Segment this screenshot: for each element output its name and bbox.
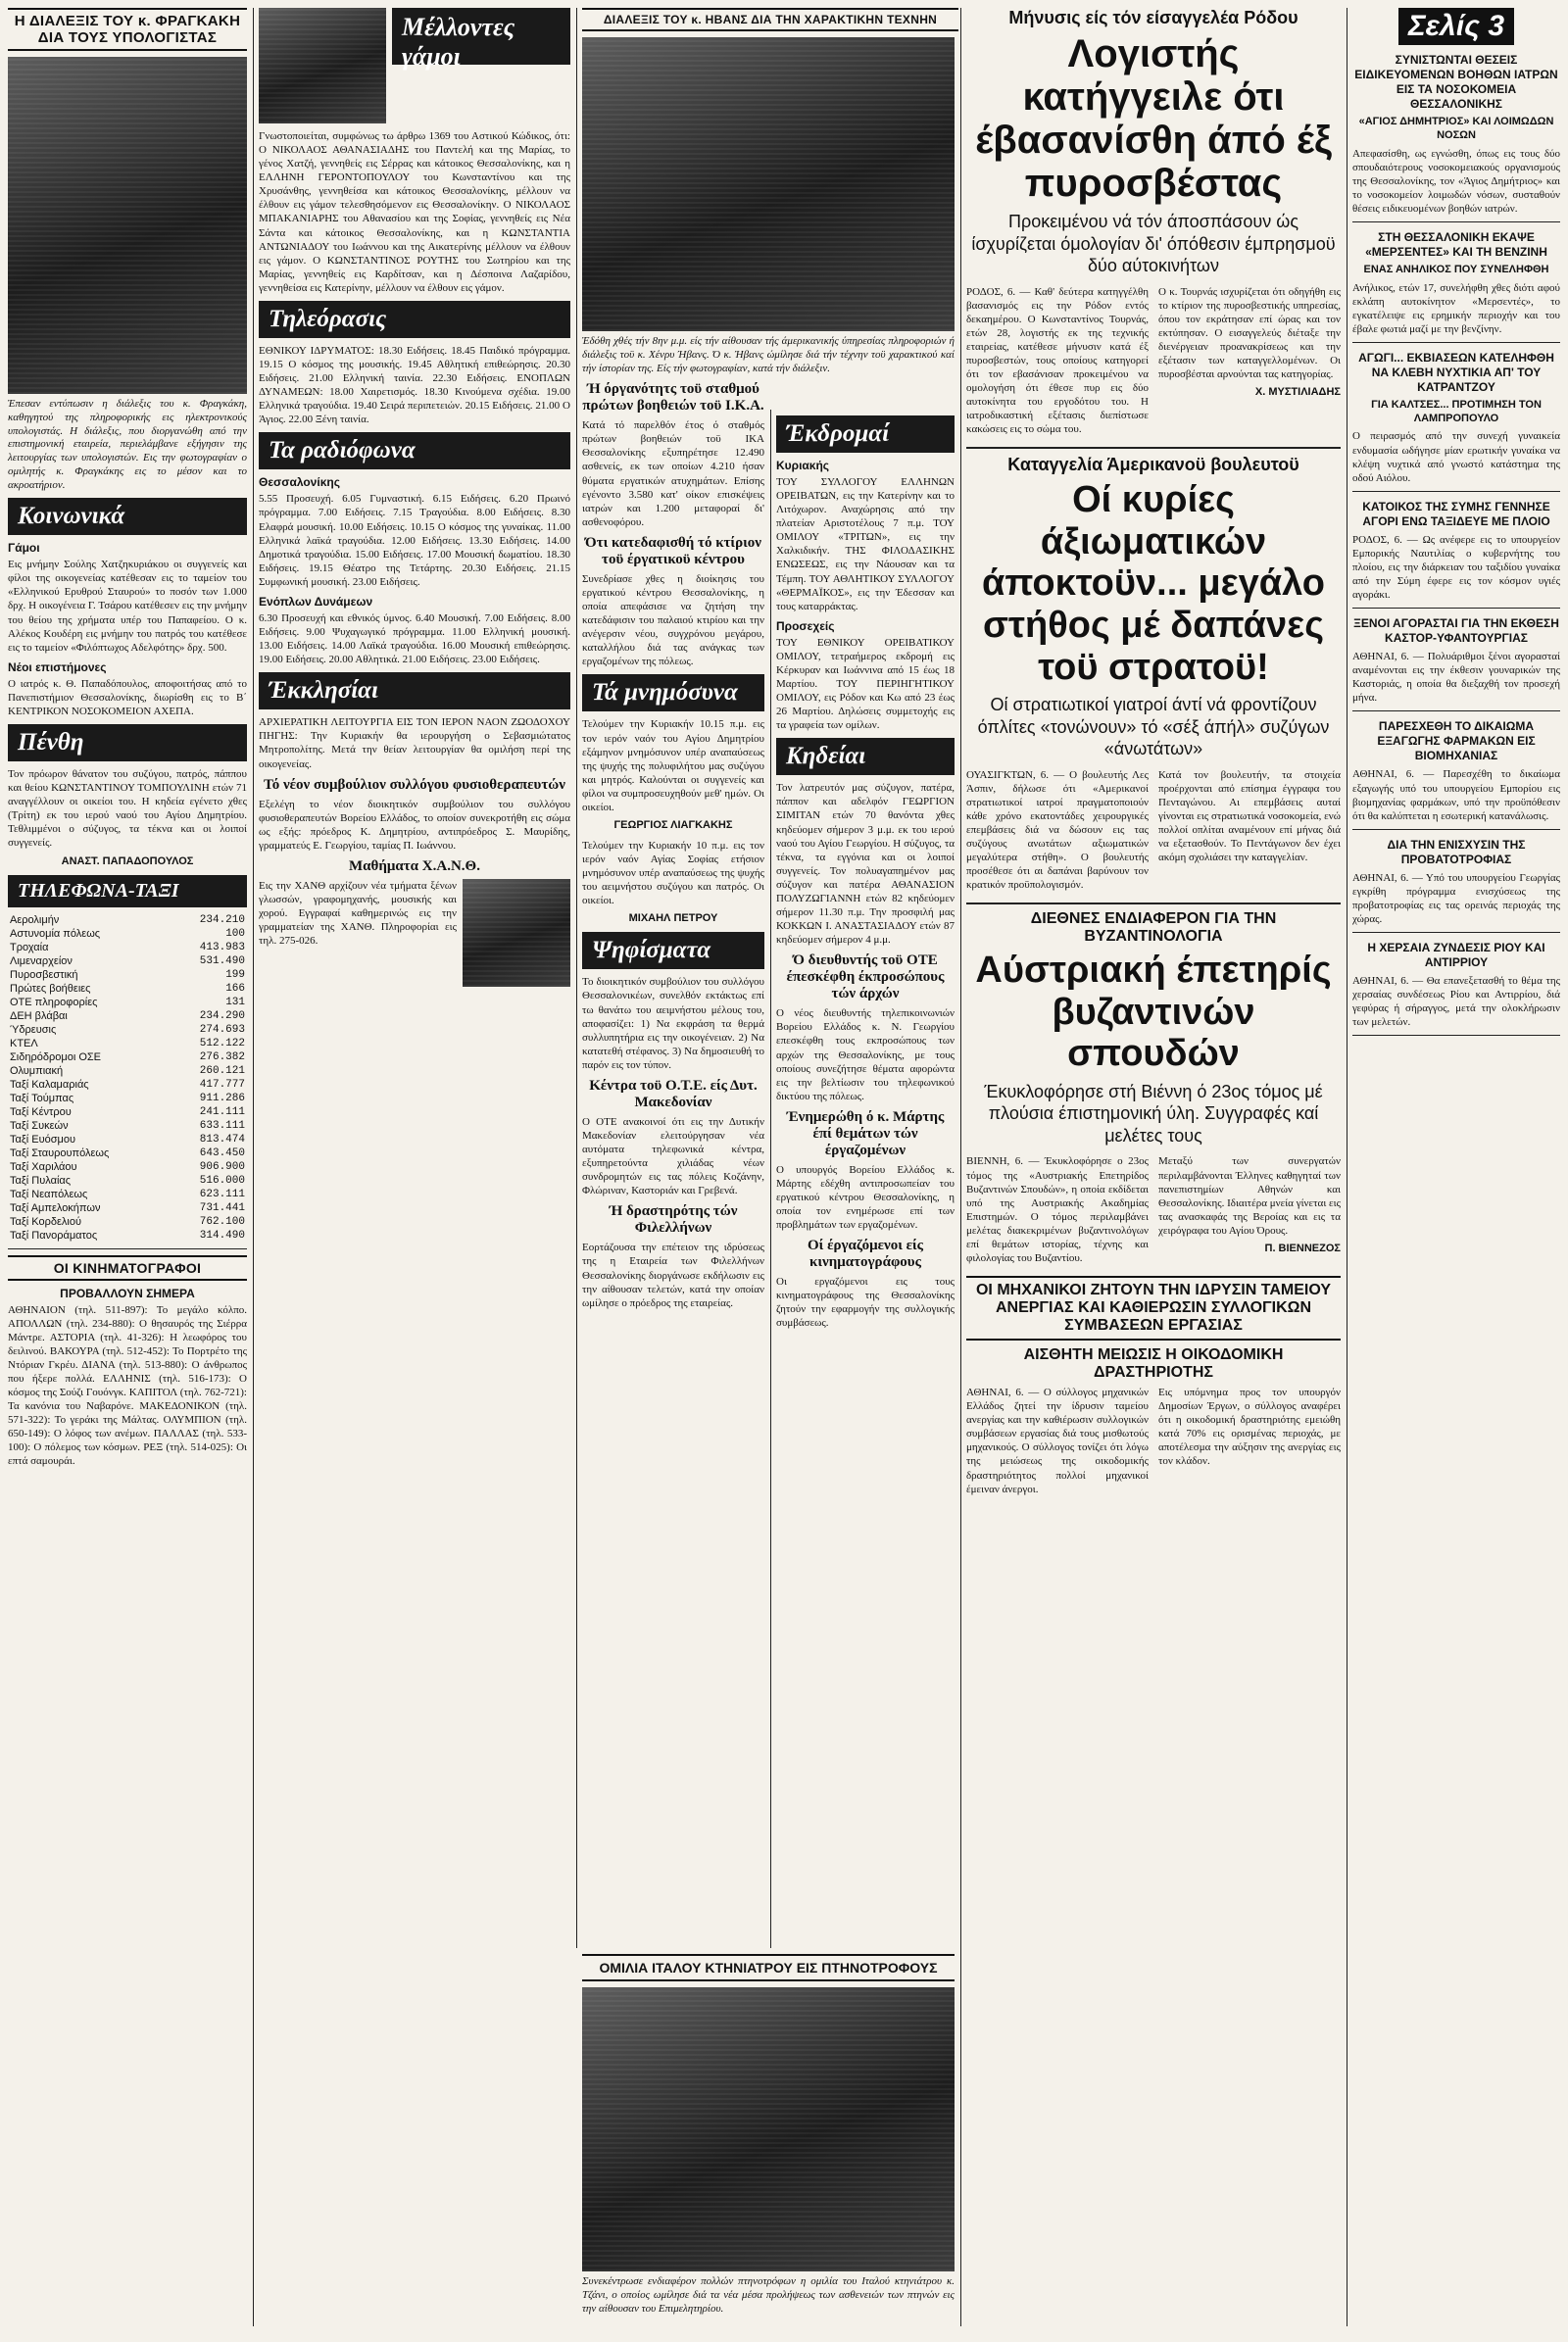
phone-row bbox=[8, 982, 247, 996]
phones-table bbox=[8, 913, 247, 1243]
sidebar-news-item bbox=[1352, 53, 1560, 222]
lecture-photo bbox=[8, 57, 247, 394]
funerals-section-banner: Κηδείαι bbox=[776, 738, 955, 775]
engineers-body-b: Εις υπόμνημα προς τον υπουργόν Δημοσίων Έργων, ο σύλλογος αναφέρει ότι η οικοδομική δραστηριότης εμειώθη κατά 70% εις ορισμένας περιοχάς, με αποτέλεσμα την αύξησιν της ανεργίας εις τον κλάδον. bbox=[1158, 1387, 1341, 1468]
evans-caption: Έδόθη χθές τήν 8ην μ.μ. είς τήν αίθουσαν τής άμερικανικής ύπηρεσίας πληροφοριών ή διάλεξις τοϋ κ. Χένρυ Ήβανς. Ό κ. Ήβανς ώμίλησε διά τήν τέχνην τοϋ χαρακτικού καί τήν ίστορίαν της. Είς τήν φωτογραφίαν, κατά τήν διάλεξιν. bbox=[582, 335, 955, 374]
phone-row bbox=[8, 954, 247, 968]
future-trips-text: ΤΟΥ ΕΘΝΙΚΟΥ ΟΡΕΙΒΑΤΙΚΟΥ ΟΜΙΛΟΥ, τετραήμερος εκδρομή εις Κέρκυραν και Ιωάννινα από 15 έως 18 Μαρτίου. ΤΟΥ ΠΕΡΙΗΓΗΤΙΚΟΥ ΟΜΙΛΟΥ, εις Ρόδον και Κω από 23 έως 26 Μαρτίου. Δηλώσεις συμμετοχής εις τα γραφεία των ομίλων. bbox=[776, 636, 955, 732]
ika-text: Κατά τό παρελθόν έτος ό σταθμός πρώτων βοηθειών τοϋ ΙΚΑ Θεσσαλονίκης εξυπηρέτησε 12.490 ασθενείς, εκ των οποίων 4.210 ήσαν θύματα εργατικών ατυχημάτων. Επίσης εγένοντο 3.580 κατ' οίκον επισκέψεις ιατρών και 1.200 μεταφοραί δι' ασθενοφόρου. bbox=[582, 419, 764, 528]
phone-name: Ταξί Καλαμαριάς bbox=[10, 1078, 89, 1091]
vet-lecture-block bbox=[582, 1954, 955, 2326]
second-deck: Οί στρατιωτικοί γιατροί άντί νά φροντίζουν όπλίτες «τονώνουν» τό «σέξ άπήλ» συζύγων «άνωτάτων» bbox=[977, 695, 1330, 759]
third-byline: Π. ΒΙΕΝΝΕΖΟΣ bbox=[1264, 1242, 1341, 1254]
vet-lecture-caption: Συνεκέντρωσε ενδιαφέρον πολλών πτηνοτρόφων η ομιλία του Ιταλού κτηνιάτρου κ. Τζάνι, ο οποίος ωμίλησε διά τα νέα μέσα προλήψεως των ασθενειών των πτηνών εις την αίθουσαν του Επιμελητηρίου. bbox=[582, 2275, 955, 2315]
phone-row bbox=[8, 1050, 247, 1064]
phone-number: 241.111 bbox=[199, 1105, 245, 1118]
phone-number: 234.210 bbox=[199, 913, 245, 926]
phone-row bbox=[8, 1188, 247, 1201]
mourning-signature: ΑΝΑΣΤ. ΠΑΠΑΔΟΠΟΥΛΟΣ bbox=[61, 854, 194, 867]
memorials-section-banner: Τά μνημόσυνα bbox=[582, 674, 764, 711]
phone-name: Ταξί Κέντρου bbox=[10, 1105, 72, 1118]
phone-row bbox=[8, 968, 247, 982]
sidebar-news-headline: ΣΥΝΙΣΤΩΝΤΑΙ ΘΕΣΕΙΣ ΕΙΔΙΚΕΥΟΜΕΝΩΝ ΒΟΗΘΩΝ ΙΑΤΡΩΝ ΕΙΣ ΤΑ ΝΟΣΟΚΟΜΕΙΑ ΘΕΣΣΑΛΟΝΙΚΗΣ bbox=[1354, 53, 1558, 111]
cinemas-text: ΑΘΗΝΑΙΟΝ (τηλ. 511-897): Το μεγάλο κόλπο. ΑΠΟΛΛΩΝ (τηλ. 234-880): Ο θησαυρός της Σιέρρα Μάντρε. ΑΣΤΟΡΙΑ (τηλ. 41-326): Η λεωφόρος του δειλινού. ΒΑΚΟΥΡΑ (τηλ. 512-452): Το Πορτρέτο της Ντόριαν Γκρέυ. ΔΙΑΝΑ (τηλ. 513-880): Ο άνθρωπος που ήξερε πολλά. ΕΛΛΗΝΙΣ (τηλ. 516-173): Ο κόσμος της Σούζι Γουόνγκ. ΚΑΠΙΤΟΛ (τηλ. 762-721): Τα κανόνια του Ναβαρόνε. ΜΑΚΕΔΟΝΙΚΟΝ (τηλ. 571-322): Το γεράκι της Μάλτας. ΟΛΥΜΠΙΟΝ (τηλ. 650-149): Ο λόφος των ανέμων. ΠΑΛΛΑΣ (τηλ. 533-100): Ο πόλεμος των κόσμων. ΡΕΞ (τηλ. 514-025): Οι επτά σαμουράι. bbox=[8, 1303, 247, 1468]
martis-headline: Ένημερώθη ό κ. Μάρτης έπί θεμάτων τών έργαζομένων bbox=[786, 1108, 945, 1158]
sidebar-news-text: Ανήλικος, ετών 17, συνελήφθη χθες διότι αφού εκλάπη αυτοκίνητον «Μερσεντές», το εγκατέλειψε εις ερημικήν περιοχήν και του έβαλε φωτιά μαζί με την βενζίνην. bbox=[1352, 281, 1560, 335]
funerals-text: Τον λατρευτόν μας σύζυγον, πατέρα, πάππον και αδελφόν ΓΕΩΡΓΙΟΝ ΣΙΜΙΤΑΝ ετών 70 θανόντα χθες κηδεύομεν σήμερον 3 μ.μ. εκ του ιερού ναού του Αγίου Γεωργίου. Η σύζυγος, τα τέκνα, τα εγγόνια και οι λοιποί συγγενείς. Τον πολυαγαπημένον μας σύζυγον και πατέρα ΑΘΑΝΑΣΙΟΝ ΠΟΛΥΖΩΓΙΑΝΝΗ ετών 82 κηδεύομεν σήμερον 11.30 π.μ. Την προσφιλή μας ΚΟΚΚΩΝ Ι. ΑΝΑΣΤΑΣΙΑΔΟΥ ετών 87 κηδεύομεν σήμερον 4 μ.μ. bbox=[776, 782, 955, 947]
phone-name: Πυροσβεστική bbox=[10, 968, 78, 981]
sidebar-news-headline: ΚΑΤΟΙΚΟΣ ΤΗΣ ΣΥΜΗΣ ΓΕΝΝΗΣΕ ΑΓΟΡΙ ΕΝΩ ΤΑΞΙΔΕΥΕ ΜΕ ΠΛΟΙΟ bbox=[1362, 499, 1550, 528]
sidebar-news-text: Απεφασίσθη, ως εγνώσθη, όπως εις τους δύο σπουδαιότερους νοσοκομειακούς οργανισμούς της Θεσσαλονίκης, τον «Άγιος Δημήτριος» και το νοσοκομείον λοιμωδών νόσων, συσταθούν θέσεις ειδικευομένων βοηθών ιατρών. bbox=[1352, 147, 1560, 215]
phone-row bbox=[8, 1078, 247, 1092]
social-text: Εις μνήμην Σούλης Χατζηκυριάκου οι συγγενείς και φίλοι της οικογενείας κατέθεσαν εις το ταμείον του «Ελληνικού Ερυθρού Σταυρού» το ποσόν των 1.000 δρχ. Η οικογένεια Γ. Τσάρου κατέθεσεν εις την μνήμην του θείου της χρήματα υπέρ του Παπαφείου. Ο κ. Αλέκος Κουδέρη εις μνήμην του πατρός του κατέθεσε εις το ταμείον «Φιλόπτωχος Αδελφότης» δρχ. 500. bbox=[8, 559, 247, 654]
sidebar-news-item bbox=[1352, 719, 1560, 829]
phone-number: 623.111 bbox=[199, 1188, 245, 1200]
column-1 bbox=[8, 8, 247, 2326]
phone-row bbox=[8, 1119, 247, 1133]
sidebar-news-text: ΡΟΔΟΣ, 6. — Ως ανέφερε εις το υπουργείον Εμπορικής Ναυτιλίας ο κυβερνήτης του πλοίου, εις την διάρκειαν του ταξιδίου γυναίκα από την Σύμη έφερε εις τον κόσμον υγιές αγοράκι. bbox=[1352, 533, 1560, 602]
phone-row bbox=[8, 1229, 247, 1243]
radio-subhead: Θεσσαλονίκης bbox=[259, 475, 340, 490]
future-trips-subhead: Προσεχείς bbox=[776, 618, 835, 633]
ote-director-text: Ο νέος διευθυντής τηλεπικοινωνιών Βορείου Ελλάδος κ. Ν. Γεωργίου επεσκέφθη τους εκπροσώπους των αρχών της Θεσσαλονίκης, με τους οποίους συνεζήτησε θέματα αφορώντα εις την βελτίωσιν του τηλεφωνικού δικτύου της πόλεως. bbox=[776, 1007, 955, 1102]
column-5 bbox=[966, 8, 1341, 2326]
sidebar-news-text: ΑΘΗΝΑΙ, 6. — Παρεσχέθη το δικαίωμα εξαγωγής υπό του υπουργείου Εμπορίου εις βιομηχανίας φαρμάκων, υπό την προϋπόθεσιν ότι θα καλύπτεται η εσωτερική κατανάλωσις. bbox=[1352, 768, 1560, 822]
lead-byline: Χ. ΜΥΣΤΙΛΙΑΔΗΣ bbox=[1254, 386, 1341, 399]
vet-lecture-photo bbox=[582, 1987, 955, 2271]
tv-section-banner: Τηλεόρασις bbox=[259, 301, 570, 338]
trips-subhead: Κυριακής bbox=[776, 459, 830, 472]
ote-centres-headline: Κέντρα τοϋ Ο.Τ.Ε. είς Δυτ. Μακεδονίαν bbox=[589, 1077, 758, 1110]
resolutions-text: Το διοικητικόν συμβούλιον του συλλόγου Θεσσαλονικέων, συνελθόν εκτάκτως επί τω θανάτω του αειμνήστου μέλους του, αποφασίζει: 1) Να εκφράση τα θερμά συλλυπητήρια εις την οικογένειαν. 2) Να κατατεθή στέφανος. 3) Να δημοσιευθή το παρόν εις τον τύπον. bbox=[582, 976, 764, 1071]
second-body-b: Κατά τον βουλευτήν, τα στοιχεία προέρχονται από επίσημα έγγραφα του Πενταγώνου. Αι επεμβάσεις αυταί γίνονται εις στρατιωτικά νοσοκομεία, ενώ πολλοί οπλίται αναμένουν επί μήνας διά να εξετασθούν. Το Πεντάγωνον δεν έχει ακόμη σχολιάσει την καταγγελίαν. bbox=[1158, 768, 1341, 864]
third-kicker: ΔΙΕΘΝΕΣ ΕΝΔΙΑΦΕΡΟΝ ΓΙΑ ΤΗΝ ΒΥΖΑΝΤΙΝΟΛΟΓΙΑ bbox=[1030, 910, 1277, 946]
phone-number: 166 bbox=[225, 982, 245, 995]
lead-body-b: Ο κ. Τουρνάς ισχυρίζεται ότι οδηγήθη εις το κτίριον της πυροσβεστικής υπηρεσίας, όπου τον εκράτησαν επί ώρας και τον εκτύπησαν. Ο εισαγγελεύς διέταξε την διενέργειαν προανακρίσεως και την εξέτασιν των καταγγελλομένων. Οι πυροσβέσται αρνούνται τας κατηγορίας. bbox=[1158, 285, 1341, 380]
cinema-workers-text: Οι εργαζόμενοι εις τους κινηματογράφους της Θεσσαλονίκης ζητούν την εφαρμογήν της συλλογικής συμβάσεως. bbox=[776, 1276, 955, 1330]
sidebar-news-list bbox=[1352, 53, 1560, 1036]
sidebar-news-headline: ΔΙΑ ΤΗΝ ΕΝΙΣΧΥΣΙΝ ΤΗΣ ΠΡΟΒΑΤΟΤΡΟΦΙΑΣ bbox=[1387, 837, 1526, 866]
sidebar-news-headline: ΑΓΩΓΙ... ΕΚΒΙΑΣΕΩΝ ΚΑΤΕΛΗΦΘΗ ΝΑ ΚΛΕΒΗ ΝΥΧΤΙΚΙΑ ΑΠ' ΤΟΥ ΚΑΤΡΑΝΤΖΟΥ bbox=[1358, 350, 1554, 394]
phone-number: 260.121 bbox=[199, 1064, 245, 1077]
phone-row bbox=[8, 1174, 247, 1188]
phone-name: Ταξί Κορδελιού bbox=[10, 1215, 81, 1228]
second-body-a: ΟΥΑΣΙΓΚΤΩΝ, 6. — Ο βουλευτής Λες Άσπιν, δήλωσε ότι «Αμερικανοί στρατιωτικοί ιατροί πραγματοποιούν κάθε χρόνο εκατοντάδες χειρουργικές επεμβάσεις διά να δώσουν εις τας συζύγους ανωτάτων αξιωματικών μεγαλύτερα στήθη». Ο βουλευτής προσέθεσε ότι αι δαπάναι βαρύνουν τον κρατικόν προϋπολογισμόν. bbox=[966, 768, 1149, 892]
phone-row bbox=[8, 1215, 247, 1229]
phone-number: 274.693 bbox=[199, 1023, 245, 1036]
sidebar-news-text: ΑΘΗΝΑΙ, 6. — Θα επανεξετασθή το θέμα της χερσαίας συνδέσεως Ρίου και Αντιρρίου, διά γεφύρας ή σήραγγος, μετά την ολοκλήρωσιν των μελετών. bbox=[1352, 975, 1560, 1029]
memorials-signature-2: ΜΙΧΑΗΛ ΠΕΤΡΟΥ bbox=[628, 912, 718, 925]
social-subhead: Γάμοι bbox=[8, 541, 40, 556]
martis-text: Ο υπουργός Βορείου Ελλάδος κ. Μάρτης εδέχθη αντιπροσωπείαν του εργατικού κέντρου Θεσσαλονίκης, η οποία τον ενημέρωσε επί των προβλημάτων των εργαζομένων. bbox=[776, 1163, 955, 1232]
second-headline: Οί κυρίες άξιωματικών άποκτοϋν... μεγάλο στήθος μέ δαπάνες τοϋ στρατοϋ! bbox=[981, 479, 1326, 688]
sidebar-news-headline: ΣΤΗ ΘΕΣΣΑΛΟΝΙΚΗ ΕΚΑΨΕ «ΜΕΡΣΕΝΤΕΣ» ΚΑΙ ΤΗ ΒΕΝΖΙΝΗ bbox=[1365, 229, 1547, 259]
phone-number: 516.000 bbox=[199, 1174, 245, 1187]
phone-row bbox=[8, 1064, 247, 1078]
weddings-section-banner: Μέλλοντες γάμοι bbox=[392, 8, 570, 65]
engineers-headline: ΟΙ ΜΗΧΑΝΙΚΟΙ ΖΗΤΟΥΝ ΤΗΝ ΙΔΡΥΣΙΝ ΤΑΜΕΙΟΥ ΑΝΕΡΓΙΑΣ ΚΑΙ ΚΑΘΙΕΡΩΣΙΝ ΣΥΛΛΟΓΙΚΩΝ ΣΥΜΒΑΣΕΩΝ ΕΡΓΑΣΙΑΣ bbox=[966, 1276, 1341, 1341]
phone-name: Αερολιμήν bbox=[10, 913, 60, 926]
trips-text: ΤΟΥ ΣΥΛΛΟΓΟΥ ΕΛΛΗΝΩΝ ΟΡΕΙΒΑΤΩΝ, εις την Κατερίνην και το Λιτόχωρον. Αναχώρησις από την πλατείαν Αριστοτέλους 7 π.μ. ΤΟΥ ΟΜΙΛΟΥ «ΤΡΙΤΩΝ», εις την Χαλκιδικήν. ΤΗΣ ΦΙΛΟΔΑΣΙΚΗΣ ΕΝΩΣΕΩΣ, εις την Νάουσαν και τα Τέμπη. ΤΟΥ ΑΘΛΗΤΙΚΟΥ ΣΥΛΛΟΓΟΥ «ΘΕΡΜΑΪΚΟΣ», εις την Έδεσσαν και τους καταρράκτας. bbox=[776, 476, 955, 612]
phone-name: Αστυνομία πόλεως bbox=[10, 927, 101, 940]
phone-number: 633.111 bbox=[199, 1119, 245, 1132]
lecture-strip-headline: Η ΔΙΑΛΕΞΙΣ ΤΟΥ κ. ΦΡΑΓΚΑΚΗ ΔΙΑ ΤΟΥΣ ΥΠΟΛΟΓΙΣΤΑΣ bbox=[8, 8, 247, 51]
sidebar-news-item bbox=[1352, 616, 1560, 711]
sidebar-news-item bbox=[1352, 351, 1560, 492]
evans-strip-headline: ΔΙΑΛΕΞΙΣ ΤΟΥ κ. ΗΒΑΝΣ ΔΙΑ ΤΗΝ ΧΑΡΑΚΤΙΚΗΝ ΤΕΧΝΗΝ bbox=[582, 8, 958, 31]
phones-section-banner: ΤΗΛΕΦΩΝΑ-ΤΑΞΙ bbox=[8, 875, 247, 907]
phone-row bbox=[8, 927, 247, 941]
column-4 bbox=[776, 410, 955, 1948]
phone-number: 512.122 bbox=[199, 1037, 245, 1049]
sidebar-news-item bbox=[1352, 230, 1560, 343]
column-2 bbox=[259, 8, 570, 2326]
page-number-logo: Σελίς 3 bbox=[1398, 8, 1514, 45]
phone-number: 199 bbox=[225, 968, 245, 981]
phone-number: 417.777 bbox=[199, 1078, 245, 1091]
sidebar-news-item bbox=[1352, 941, 1560, 1036]
church-text: ΑΡΧΙΕΡΑΤΙΚΗ ΛΕΙΤΟΥΡΓΙΑ ΕΙΣ ΤΟΝ ΙΕΡΟΝ ΝΑΟΝ ΖΩΟΔΟΧΟΥ ΠΗΓΗΣ: Την Κυριακήν θα ιερουργήση ο Σεβασμιώτατος Μητροπολίτης. Μετά την θείαν λειτουργίαν θα ομιλήση περί της οικογενείας. bbox=[259, 716, 570, 770]
radio-section-banner: Τα ραδιόφωνα bbox=[259, 432, 570, 469]
phone-name: Ολυμπιακή bbox=[10, 1064, 64, 1077]
cinemas-subhead: ΠΡΟΒΑΛΛΟΥΝ ΣΗΜΕΡΑ bbox=[60, 1286, 195, 1300]
phone-number: 643.450 bbox=[199, 1147, 245, 1159]
sidebar-news-item bbox=[1352, 838, 1560, 933]
mourning-section-banner: Πένθη bbox=[8, 724, 247, 761]
sidebar-news-text: ΑΘΗΝΑΙ, 6. — Υπό του υπουργείου Γεωργίας εγκρίθη πρόγραμμα ενισχύσεως της προβατοτροφίας εις τας ορεινάς περιοχάς της χώρας. bbox=[1352, 871, 1560, 926]
sidebar-news-subhead: ΓΙΑ ΚΑΛΤΣΕΣ... ΠΡΟΤΙΜΗΣΗ ΤΟΝ ΛΑΜΠΡΟΠΟΥΛΟ bbox=[1371, 398, 1542, 424]
vet-lecture-headline: ΟΜΙΛΙΑ ΙΤΑΛΟΥ ΚΤΗΝΙΑΤΡΟΥ ΕΙΣ ΠΤΗΝΟΤΡΟΦΟΥΣ bbox=[582, 1954, 955, 1981]
third-body-b: Μεταξύ των συνεργατών περιλαμβάνονται Έλληνες καθηγηταί των πανεπιστημίων Αθηνών και Θεσσαλονίκης. Ιδιαιτέρα μνεία γίνεται εις τας ανασκαφάς της Βεροίας και εις τα χειρόγραφα του Αγίου Όρους. bbox=[1158, 1155, 1341, 1237]
labour-centre-headline: Ότι κατεδαφισθή τό κτίριον τοϋ έργατικοϋ κέντρου bbox=[585, 534, 761, 567]
phone-number: 762.100 bbox=[199, 1215, 245, 1228]
phone-name: Ταξί Συκεών bbox=[10, 1119, 69, 1132]
phone-row bbox=[8, 1147, 247, 1160]
engineers-body-a: ΑΘΗΝΑΙ, 6. — Ο σύλλογος μηχανικών Ελλάδος ζητεί την ίδρυσιν ταμείου ανεργίας και την καθιέρωσιν συλλογικών συμβάσεων εργασίας διά τους μισθωτούς μηχανικούς. Ο σύλλογος τονίζει ότι λόγω της μειώσεως της οικοδομικής δραστηριότητος πολλοί μηχανικοί έμειναν άνεργοι. bbox=[966, 1387, 1149, 1495]
labour-centre-text: Συνεδρίασε χθες η διοίκησις του εργατικού κέντρου Θεσσαλονίκης, η οποία απεφάσισε να ζητήση την κατεδάφισιν του παλαιού κτιρίου και την ανέγερσιν νέου, συγχρόνου μεγάρου, καταλλήλου διά τας ανάγκας των εργαζομένων της πόλεως. bbox=[582, 572, 764, 668]
phone-name: Ταξί Σταυρουπόλεως bbox=[10, 1147, 110, 1159]
phone-name: ΟΤΕ πληροφορίες bbox=[10, 996, 98, 1008]
phone-row bbox=[8, 1037, 247, 1050]
third-deck: Έκυκλοφόρησε στή Βιέννη ό 23ος τόμος μέ πλούσια έπιστημονική ύλη. Συγγραφές καί μελέτες τους bbox=[984, 1081, 1323, 1146]
engineers-kicker: ΑΙΣΘΗΤΗ ΜΕΙΩΣΙΣ Η ΟΙΚΟΔΟΜΙΚΗ ΔΡΑΣΤΗΡΙΟΤΗΣ bbox=[1023, 1346, 1284, 1382]
weddings-photo bbox=[259, 8, 386, 123]
radio-text: 5.55 Προσευχή. 6.05 Γυμναστική. 6.15 Ειδήσεις. 6.20 Πρωινό πρόγραμμα. 7.00 Ειδήσεις. 7.15 Τραγούδια. 8.00 Ειδήσεις. 8.30 Ελαφρά μουσική. 10.00 Ειδήσεις. 10.15 Ο κόσμος της γυναίκας. 11.00 Ελληνικά λαϊκά τραγούδια. 12.00 Ειδήσεις. 13.30 Ειδήσεις. 14.00 Δημοτικά τραγούδια. 15.00 Ειδήσεις. 17.00 Μουσική δωματίου. 18.30 Ειδήσεις. 19.15 Θέατρο της Τετάρτης. 20.30 Ειδήσεις. 21.15 Συμφωνική μουσική. 23.00 Ειδήσεις. bbox=[259, 493, 570, 588]
trips-section-banner: Έκδρομαί bbox=[776, 415, 955, 453]
xano-photo bbox=[463, 879, 570, 987]
phone-row bbox=[8, 996, 247, 1009]
phone-number: 731.441 bbox=[199, 1201, 245, 1214]
phone-name: Ταξί Νεαπόλεως bbox=[10, 1188, 88, 1200]
resolutions-section-banner: Ψηφίσματα bbox=[582, 932, 764, 969]
phone-number: 906.900 bbox=[199, 1160, 245, 1173]
sidebar-news-subhead: «ΑΓΙΟΣ ΔΗΜΗΤΡΙΟΣ» ΚΑΙ ΛΟΙΜΩΔΩΝ ΝΟΣΩΝ bbox=[1358, 116, 1554, 141]
phone-name: Πρώτες βοήθειες bbox=[10, 982, 91, 995]
phone-number: 131 bbox=[225, 996, 245, 1008]
phone-name: Ταξί Αμπελοκήπων bbox=[10, 1201, 101, 1214]
phone-name: Ταξί Πυλαίας bbox=[10, 1174, 72, 1187]
newspaper-page bbox=[8, 8, 1560, 2326]
weddings-text: Γνωστοποιείται, συμφώνως τω άρθρω 1369 του Αστικού Κώδικος, ότι: Ο ΝΙΚΟΛΑΟΣ ΑΘΑΝΑΣΙΑΔΗΣ του Παντελή και της Μαρίας, το γένος Χατζή, γεννηθείς εις Σέρρας και κάτοικος Θεσσαλονίκης, και η ΕΛΛΗΝΗ ΓΕΡΟΝΤΟΠΟΥΛΟΥ του Κωνσταντίνου και της Χρυσάνθης, γεννηθείσα και κάτοικος Θεσσαλονίκης, μέλλουν να έλθουν εις γάμον τελεσθησόμενον εις Θεσσαλονίκην. Ο ΝΙΚΟΛΑΟΣ ΜΠΑΚΑΝΙΑΡΗΣ του Αθανασίου και της Σοφίας, γεννηθείς εις Νέα Σάντα και κάτοικος Θεσσαλονίκης, και η ΚΩΝΣΤΑΝΤΙΑ ΑΝΤΩΝΙΑΔΟΥ του Ιωάννου και της Αικατερίνης μέλλουν να έλθουν εις γάμον. Ο ΚΩΝΣΤΑΝΤΙΝΟΣ ΡΟΥΤΗΣ του Σωτηρίου και της Μαρίας, γεννηθείς εις Καρδίτσαν, και η Δέσποινα Λαζαρίδου, γεννηθείσα εις Κατερίνην, μέλλουν να έλθουν εις γάμον. bbox=[259, 130, 570, 294]
lead-headline: Λογιστής κατήγγειλε ότι έβασανίσθη άπό έξ πυροσβέστας bbox=[975, 32, 1332, 205]
phone-number: 911.286 bbox=[199, 1092, 245, 1104]
phone-name: Ταξί Τούμπας bbox=[10, 1092, 74, 1104]
memorials-text-2: Τελούμεν την Κυριακήν 10 π.μ. εις τον ιερόν ναόν Αγίας Σοφίας ετήσιον μνημόσυνον υπέρ αναπαύσεως της ψυχής του αειμνήστου συζύγου και πατρός. Οι οικείοι. bbox=[582, 839, 764, 907]
armed-radio-text: 6.30 Προσευχή και εθνικός ύμνος. 6.40 Μουσική. 7.00 Ειδήσεις. 8.00 Ειδήσεις. 9.00 Ψυχαγωγικό πρόγραμμα. 11.00 Ελληνική μουσική. 13.00 Ειδήσεις. 14.00 Λαϊκά τραγούδια. 16.00 Μουσική επιθεώρησις. 19.00 Ειδήσεις. 20.00 Αθλητικά. 21.00 Ειδήσεις. 23.00 Ειδήσεις. bbox=[259, 611, 570, 666]
lead-body-a: ΡΟΔΟΣ, 6. — Καθ' δεύτερα κατηγγέλθη βασανισμός εις την Ρόδον εντός δεκαημέρου. Ο Κωνσταντίνος Τουρνάς, ετών 28, λογιστής εκ της τεχνικής εταιρείας, κατέθεσε μήνυσιν κατά έξ πυροσβεστών, τους οποίους κατηγορεί ότι τον εβασάνισαν προκειμένου να ομολογήση ότι έθεσε πυρ εις δύο αυτοκίνητα του εργοδότου του. Η ιατροδικαστική εξέτασις διεπίστωσε κακώσεις εις το σώμα του. bbox=[966, 285, 1149, 436]
phone-row bbox=[8, 1023, 247, 1037]
third-body-a: ΒΙΕΝΝΗ, 6. — Έκυκλοφόρησε ο 23ος τόμος της «Αυστριακής Επετηρίδος Βυζαντινών Σπουδών», η οποία εκδίδεται υπό της Αυστριακής Ακαδημίας Επιστημών. Ο τόμος περιλαμβάνει μελέτας διακεκριμένων βυζαντινολόγων επί θεμάτων ιστορίας, τέχνης και φιλολογίας του Βυζαντίου. bbox=[966, 1155, 1149, 1264]
phone-number: 413.983 bbox=[199, 941, 245, 953]
phone-number: 100 bbox=[225, 927, 245, 940]
phone-number: 314.490 bbox=[199, 1229, 245, 1242]
union-text: Εξελέγη το νέον διοικητικόν συμβούλιον του συλλόγου φυσιοθεραπευτών Βορείου Ελλάδος, το οποίον συνεκροτήθη εις σώμα ως εξής: πρόεδρος Κ. Δημητρίου, αντιπρόεδρος Σ. Μαυρίδης, γραμματεύς Ε. Γεωργίου, ταμίας Π. Ιωάννου. bbox=[259, 798, 570, 852]
evans-photo bbox=[582, 37, 955, 331]
tv-text: ΕΘΝΙΚΟΥ ΙΔΡΥΜΑΤΟΣ: 18.30 Ειδήσεις. 18.45 Παιδικό πρόγραμμα. 19.15 Ο κόσμος της μουσικής. 19.45 Αθλητική επιθεώρησις. 20.30 Ειδήσεις. 21.00 Ελληνική ταινία. 22.30 Ειδήσεις. ΕΝΟΠΛΩΝ ΔΥΝΑΜΕΩΝ: 18.00 Χαιρετισμός. 18.30 Κινούμενα σχέδια. 19.00 Ελληνικά τραγούδια. 19.40 Σειρά περιπετειών. 20.15 Ειδήσεις. 21.00 Ο Άγιος. 22.00 Ξένη ταινία. bbox=[259, 344, 570, 426]
sidebar-news-text: Ο πειρασμός από την συνεχή γυναικεία ενδυμασία ωδήγησε μίαν ερωτικήν γυναίκα να κλέψη νυχτικά από γνωστό κατάστημα της οδού Αιόλου. bbox=[1352, 430, 1560, 484]
ika-headline: Ή όργανότητς τοϋ σταθμού πρώτων βοηθειών τοϋ Ι.Κ.Α. bbox=[582, 381, 764, 415]
sidebar-news-headline: ΠΑΡΕΣΧΕΘΗ ΤΟ ΔΙΚΑΙΩΜΑ ΕΞΑΓΩΓΗΣ ΦΑΡΜΑΚΩΝ ΕΙΣ ΒΙΟΜΗΧΑΝΙΑΣ bbox=[1377, 719, 1536, 763]
phone-row bbox=[8, 1133, 247, 1147]
philhellenes-headline: Ή δραστηρότης τών Φιλελλήνων bbox=[609, 1203, 738, 1237]
phone-number: 531.490 bbox=[199, 954, 245, 967]
phone-name: Ταξί Πανοράματος bbox=[10, 1229, 98, 1242]
phone-name: ΔΕΗ βλάβαι bbox=[10, 1009, 68, 1022]
scientists-text: Ο ιατρός κ. Θ. Παπαδόπουλος, αποφοιτήσας από το Πανεπιστήμιον Θεσσαλονίκης, διωρίσθη εις το Β΄ ΚΕΝΤΡΙΚΟΝ ΝΟΣΟΚΟΜΕΙΟΝ ΑΧΕΠΑ. bbox=[8, 677, 247, 717]
lecture-caption: Έπεσαν εντύπωσιν η διάλεξις του κ. Φραγκάκη, καθηγητού της πληροφορικής εις ηλεκτρονικούς υπολογιστάς. Η διάλεξις, που διοργανώθη από την επιστημονική εταιρεία, περιελάμβανε εξήγησιν της λειτουργίας των υπολογιστών. Εις την φωτογραφίαν ο ομιλητής κ. Φραγκάκης εις το μέσον και το ακροατήριον. bbox=[8, 398, 247, 491]
memorials-text: Τελούμεν την Κυριακήν 10.15 π.μ. εις τον ιερόν ναόν του Αγίου Δημητρίου εξάμηνον μνημόσυνον υπέρ αναπαύσεως της ψυχής της πολυφιλήτου μας συζύγου και μητρός. Καλούνται οι συγγενείς και φίλοι να συμπροσευχηθούν μεθ' ημών. Οι οικείοι. bbox=[582, 718, 764, 813]
union-headline: Τό νέον συμβούλιον συλλόγου φυσιοθεραπευτών bbox=[264, 776, 565, 793]
lead-deck: Προκειμένου νά τόν άποσπάσουν ώς ίσχυρίζεται όμολογίαν δι' όπόθεσιν έμπρησμοϋ δύο αύτοκινήτων bbox=[971, 212, 1336, 275]
phone-number: 813.474 bbox=[199, 1133, 245, 1146]
phone-row bbox=[8, 1201, 247, 1215]
xano-text: Εις την ΧΑΝΘ αρχίζουν νέα τμήματα ξένων γλωσσών, γραφομηχανής, μουσικής και χορού. Εγγραφαί καθημερινώς εις την γραμματείαν της ΧΑΝΘ. Πληροφορίαι εις τηλ. 275-026. bbox=[259, 879, 457, 948]
lead-kicker: Μήνυσις είς τόν είσαγγελέα Ρόδου bbox=[1008, 8, 1298, 27]
phone-row bbox=[8, 913, 247, 927]
phone-row bbox=[8, 1092, 247, 1105]
phone-name: Ταξί Ευόσμου bbox=[10, 1133, 76, 1146]
cinema-workers-headline: Οί έργαζόμενοι είς κινηματογράφους bbox=[808, 1238, 923, 1271]
phone-name: Τροχαία bbox=[10, 941, 49, 953]
xano-headline: Μαθήματα Χ.Α.Ν.Θ. bbox=[349, 857, 480, 874]
column-6 bbox=[1352, 8, 1560, 2326]
mourning-text: Τον πρόωρον θάνατον του συζύγου, πατρός, πάππου και θείου ΚΩΝΣΤΑΝΤΙΝΟΥ ΤΟΜΠΟΥΛΙΝΗ ετών 71 αναγγέλλουν οι οικείοι του. Η κηδεία εγένετο χθες (Τρίτη) εκ του ιερού ναού του Αγίου Δημητρίου. Τεθλιμμένοι ο σύζυγος, τα τέκνα και οι λοιποί συγγενείς. bbox=[8, 768, 247, 850]
phone-name: Σιδηρόδρομοι ΟΣΕ bbox=[10, 1050, 102, 1063]
phone-row bbox=[8, 1105, 247, 1119]
phone-row bbox=[8, 1160, 247, 1174]
ote-director-headline: Ό διευθυντής τοϋ ΟΤΕ έπεσκέφθη έκπροσώπους τών άρχών bbox=[786, 952, 945, 1002]
scientists-subhead: Νέοι επιστήμονες bbox=[8, 659, 107, 674]
second-kicker: Καταγγελία Άμερικανοϋ βουλευτοϋ bbox=[1007, 455, 1299, 475]
phone-name: Ύδρευσις bbox=[10, 1023, 57, 1036]
sidebar-news-headline: ΞΕΝΟΙ ΑΓΟΡΑΣΤΑΙ ΓΙΑ ΤΗΝ ΕΚΘΕΣΗ ΚΑΣΤΟΡ-ΥΦΑΝΤΟΥΡΓΙΑΣ bbox=[1353, 616, 1559, 646]
sidebar-news-text: ΑΘΗΝΑΙ, 6. — Πολυάριθμοι ξένοι αγορασταί αναμένονται εις την έκθεσιν γουναρικών της Καστοριάς, η οποία θα διεξαχθή τον προσεχή μήνα. bbox=[1352, 651, 1560, 705]
philhellenes-text: Εορτάζουσα την επέτειον της ιδρύσεως της η Εταιρεία των Φιλελλήνων Θεσσαλονίκης διοργάνωσε εκδήλωσιν εις την αίθουσαν τελετών, κατά την οποίαν ωμίλησε ο πρόεδρος της εταιρείας. bbox=[582, 1242, 764, 1309]
sidebar-news-headline: Η ΧΕΡΣΑΙΑ ΖΥΝΔΕΣΙΣ ΡΙΟΥ ΚΑΙ ΑΝΤΙΡΡΙΟΥ bbox=[1367, 941, 1545, 970]
memorials-signature: ΓΕΩΡΓΙΟΣ ΛΙΑΓΚΑΚΗΣ bbox=[613, 818, 733, 831]
phone-row bbox=[8, 1009, 247, 1023]
armed-radio-subhead: Ενόπλων Δυνάμεων bbox=[259, 594, 373, 609]
church-section-banner: Έκκλησίαι bbox=[259, 672, 570, 709]
phone-row bbox=[8, 941, 247, 954]
phone-number: 276.382 bbox=[199, 1050, 245, 1063]
phone-name: Ταξί Χαριλάου bbox=[10, 1160, 77, 1173]
cinemas-headline: ΟΙ ΚΙΝΗΜΑΤΟΓΡΑΦΟΙ bbox=[8, 1255, 247, 1281]
phone-name: Λιμεναρχείον bbox=[10, 954, 73, 967]
ote-centres-text: Ο ΟΤΕ ανακοινοί ότι εις την Δυτικήν Μακεδονίαν ελειτούργησαν νέα αυτόματα τηλεφωνικά κέντρα, εξυπηρετούντα χιλιάδας νέων συνδρομητών εις τας πόλεις Κοζάνην, Φλώριναν, Καστοριάν και Γρεβενά. bbox=[582, 1115, 764, 1197]
third-headline: Αύστριακή έπετηρίς βυζαντινών σπουδών bbox=[975, 950, 1332, 1075]
sidebar-news-subhead: ΕΝΑΣ ΑΝΗΛΙΚΟΣ ΠΟΥ ΣΥΝΕΛΗΦΘΗ bbox=[1363, 263, 1549, 275]
social-section-banner: Κοινωνικά bbox=[8, 498, 247, 535]
sidebar-news-item bbox=[1352, 500, 1560, 609]
phone-name: ΚΤΕΛ bbox=[10, 1037, 38, 1049]
phone-number: 234.290 bbox=[199, 1009, 245, 1022]
